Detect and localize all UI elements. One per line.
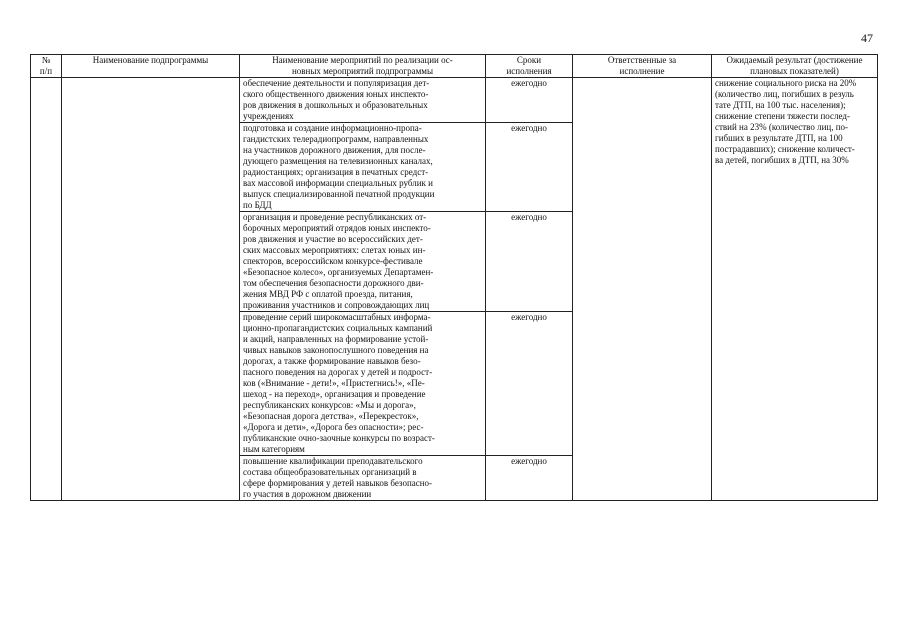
expected-result-cell: снижение социального риска на 20% (количество лиц, погибших в резуль тате ДТП, на 100 тыс. населения); снижение степени тяжести послед- ствий на 23% (количество лиц, по- гибших в результате ДТП, на 100 пострадавших); снижение количест- ва детей, погибших в ДТП, на 30% <box>712 78 878 501</box>
deadline-cell: ежегодно <box>486 212 573 312</box>
responsible-cell <box>573 78 712 501</box>
table-header-row <box>31 55 878 78</box>
table-row <box>31 78 878 123</box>
page-number: 47 <box>861 31 873 45</box>
header-responsible: Ответственные за исполнение <box>573 55 712 78</box>
header-expected-result: Ожидаемый результат (достижение плановых показателей) <box>712 55 878 78</box>
number-cell <box>31 78 62 501</box>
header-activity-name: Наименование мероприятий по реализации ос- новных мероприятий подпрограммы <box>240 55 486 78</box>
activity-cell: повышение квалификации преподавательского состава общеобразовательных организаций в сфере формирования у детей навыков безопасно- го участия в дорожном движении <box>240 456 486 501</box>
activity-cell: проведение серий широкомасштабных информа- ционно-пропагандистских социальных кампаний и акций, направленных на формирование устой- чивых навыков законопослушного поведения на дорогах, а также формирование навыков безо- пасного поведения на дорогах у детей и подрост- ков («Внимание - дети!», «Пристегнись!», «Пе- шеход - на переход», организация и проведение республиканских конкурсов: «Мы и дорога», «Безопасная дорога детства», «Перекресток», «Дорога и дети», «Дорога без опасности»; рес- публиканские очно-заочные конкурсы по возраст- ным категориям <box>240 312 486 456</box>
program-activities-table <box>30 54 878 501</box>
deadline-cell: ежегодно <box>486 123 573 212</box>
header-number: № п/п <box>31 55 62 78</box>
header-subprogram-name: Наименование подпрограммы <box>62 55 240 78</box>
activity-cell: подготовка и создание информационно-пропа- гандистских телерадиопрограмм, направленных на участников дорожного движения, для после- дующего размещения на телевизионных каналах, радиостанциях; организация в печатных средст- вах массовой информации специальных рублик и выпуск специализированной печатной продукции по БДД <box>240 123 486 212</box>
header-deadline: Сроки исполнения <box>486 55 573 78</box>
subprogram-name-cell <box>62 78 240 501</box>
activity-cell: обеспечение деятельности и популяризация дет- ского общественного движения юных инспекто- ров движения в дошкольных и образовательных учреждениях <box>240 78 486 123</box>
activity-cell: организация и проведение республиканских от- борочных мероприятий отрядов юных инспекто- ров движения и участие во всероссийских дет- ских массовых мероприятиях: слетах юных ин- спекторов, всероссийском конкурсе-фестивале «Безопасное колесо», организуемых Департамен- том обеспечения безопасности дорожного дви- жения МВД РФ с оплатой проезда, питания, проживания участников и сопровождающих лиц <box>240 212 486 312</box>
deadline-cell: ежегодно <box>486 312 573 456</box>
deadline-cell: ежегодно <box>486 78 573 123</box>
deadline-cell: ежегодно <box>486 456 573 501</box>
table-body <box>31 78 878 501</box>
